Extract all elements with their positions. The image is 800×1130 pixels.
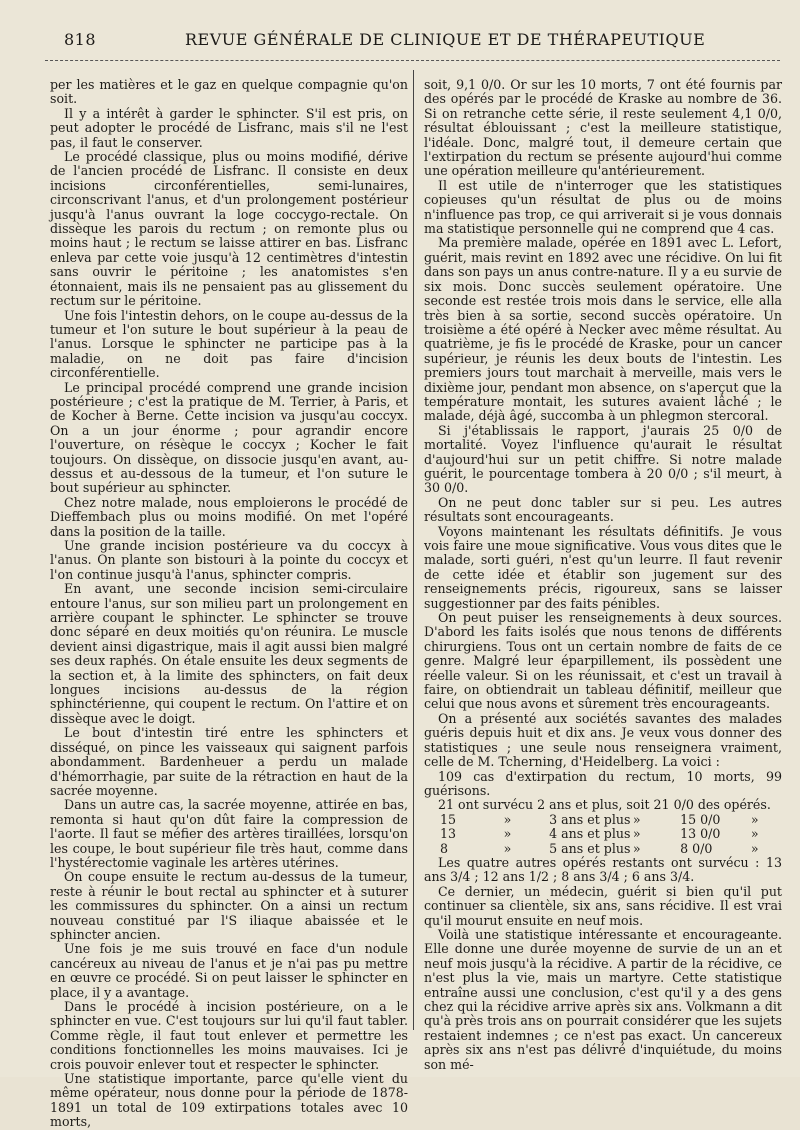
stats-percent: 8 0/0	[680, 840, 713, 856]
stats-percent: 13 0/0	[680, 826, 721, 842]
paragraph: Les quatre autres opérés restants ont survécu : 13 ans 3/4 ; 12 ans 1/2 ; 8 ans 3/4 ; 6 ans 3/4.	[424, 854, 782, 885]
paragraph: 109 cas d'extirpation du rectum, 10 morts, 99 guérisons.	[424, 768, 782, 798]
ditto-mark: »	[632, 811, 641, 827]
stats-count: 13	[440, 826, 457, 842]
paragraph: Il est utile de n'interroger que les statistiques copieuses qu'un résultat de plus ou de moins n'influence pas trop, ce qui arriverait si je vous donnais ma statistique personnelle qui ne comprend que 4 cas.	[424, 177, 782, 237]
column-divider	[413, 70, 414, 1030]
paragraph: Voilà une statistique intéressante et encourageante. Elle donne une durée moyenne de survie de un an et neuf mois jusqu'à la récidive. A partir de la récidive, ce n'est plus la vie, mais un martyre. Cette statistique entraîne aussi une conclusion, c'est qu'il y a des gens chez qui la récidive arrive après six ans. Volkmann a dit qu'à près trois ans on pourrait considérer que les sujets restaient indemnes ; ce n'est pas exact. Un cancereux après six ans n'est pas délivré d'inquiétude, du moins son mé-	[424, 926, 782, 1072]
paragraph: Si j'établissais le rapport, j'aurais 25 0/0 de mortalité. Voyez l'influence qu'aurait le résultat d'aujourd'hui sur un petit chiffre. Si notre malade guérit, le pourcentage tombera à 20 0/0 ; s'il meurt, à 30 0/0.	[424, 422, 782, 496]
right-column	[424, 78, 782, 1072]
paragraph: En avant, une seconde incision semi-circulaire entoure l'anus, sur son milieu part un prolongement en arrière coupant le sphincter. Le sphincter se trouve donc séparé en deux moitiés qu'on réunira. Le muscle devient ainsi digastrique, mais il agit aussi bien malgré ses deux raphés. On étale ensuite les deux segments de la section et, à la limite des sphincters, on fait deux longues incisions au-dessus de la région sphinctérienne, qui coupent le rectum. On l'attire et on dissèque avec le doigt.	[50, 581, 408, 726]
ditto-mark: »	[503, 840, 512, 856]
ditto-mark: »	[503, 811, 512, 827]
running-title: REVUE GÉNÉRALE DE CLINIQUE ET DE THÉRAPEUTIQUE	[185, 30, 706, 49]
ditto-mark: »	[750, 826, 759, 842]
stats-row	[424, 813, 782, 827]
paragraph: Il y a intérêt à garder le sphincter. S'il est pris, on peut adopter le procédé de Lisfranc, mais s'il ne l'est pas, il faut le conserver.	[50, 105, 408, 150]
paragraph: Une fois je me suis trouvé en face d'un nodule cancéreux au niveau de l'anus et je n'ai pas pu mettre en œuvre ce procédé. Si on peut laisser le sphincter en place, il y a avantage.	[50, 941, 408, 1000]
paragraph: Ce dernier, un médecin, guérit si bien qu'il put continuer sa clientèle, six ans, sans récidive. Il est vrai qu'il mourut ensuite en neuf mois.	[424, 883, 782, 928]
paragraph: Le bout d'intestin tiré entre les sphincters et disséqué, on pince les vaisseaux qui saignent parfois abondamment. Bardenheuer a perdu un malade d'hémorrhagie, par suite de la rétraction en haut de la sacrée moyenne.	[50, 725, 408, 798]
left-column	[50, 78, 408, 1130]
paragraph: 21 ont survécu 2 ans et plus, soit 21 0/0 des opérés.	[438, 797, 771, 813]
paragraph: On coupe ensuite le rectum au-dessus de la tumeur, reste à réunir le bout rectal au sphincter et à suturer les commissures du sphincter. On a ainsi un rectum nouveau constitué par l'S iliaque abaissée et le sphincter ancien.	[50, 869, 408, 942]
stats-duration: 5 ans et plus	[549, 840, 631, 856]
paragraph: Dans un autre cas, la sacrée moyenne, attirée en bas, remonta si haut qu'on dût faire la compression de l'aorte. Il faut se méfier des artères tiraillées, lorsqu'on les coupe, le bout supérieur file très haut, comme dans l'hystérectomie vaginale les artères utérines.	[50, 797, 408, 870]
stats-count: 15	[440, 811, 457, 827]
paragraph: Dans le procédé à incision postérieure, on a le sphincter en vue. C'est toujours sur lui qu'il faut tabler. Comme règle, il faut tout enlever et permettre les conditions fonctionnelles les moins mauvaises. Ici je crois pouvoir enlever tout et respecter le sphincter.	[50, 999, 408, 1072]
paragraph: per les matières et le gaz en quelque compagnie qu'on soit.	[50, 77, 408, 107]
ditto-mark: »	[632, 840, 641, 856]
stats-count: 8	[440, 840, 449, 856]
stats-duration: 4 ans et plus	[549, 826, 631, 842]
ditto-mark: »	[503, 826, 512, 842]
paragraph: Le principal procédé comprend une grande incision postérieure ; c'est la pratique de M. Terrier, à Paris, et de Kocher à Berne. Cette incision va jusqu'au coccyx. On a un jour énorme ; pour agrandir encore l'ouverture, on résèque le coccyx ; Kocher le fait toujours. On dissèque, on dissocie jusqu'en avant, au-dessus et au-dessous de la tumeur, et l'on suture le bout supérieur au sphincter.	[50, 379, 408, 496]
page-header	[50, 30, 770, 52]
paragraph: On ne peut donc tabler sur si peu. Les autres résultats sont encourageants.	[424, 494, 782, 525]
paragraph: Une fois l'intestin dehors, on le coupe au-dessus de la tumeur et l'on suture le bout supérieur à la peau de l'anus. Lorsque le sphincter ne participe pas à la maladie, on ne doit pas faire d'incision circonférentielle.	[50, 307, 408, 381]
stats-duration: 3 ans et plus	[549, 811, 631, 827]
paragraph: On a présenté aux sociétés savantes des malades guéris depuis huit et dix ans. Je veux vous donner des statistiques ; une seule nous renseignera vraiment, celle de M. Tcherning, d'Heidelberg. La voici :	[424, 710, 782, 770]
ditto-mark: »	[750, 811, 759, 827]
stats-percent: 15 0/0	[680, 811, 721, 827]
paragraph: Chez notre malade, nous emploierons le procédé de Dieffembach plus ou moins modifié. On met l'opéré dans la position de la taille.	[50, 494, 408, 539]
paragraph: soit, 9,1 0/0. Or sur les 10 morts, 7 ont été fournis par des opérés par le procédé de Kraske au nombre de 36. Si on retranche cette série, il reste seulement 4,1 0/0, résultat éblouissant ; c'est la meilleure statistique, l'idéale. Donc, malgré tout, il demeure certain que l'extirpation du rectum se présente aujourd'hui comme une opération meilleure qu'antérieurement.	[424, 77, 782, 179]
header-rule	[45, 60, 780, 61]
stats-row	[424, 842, 782, 856]
paragraph: On peut puiser les renseignements à deux sources. D'abord les faits isolés que nous tenons de différents chirurgiens. Tous ont un certain nombre de faits de ce genre. Malgré leur éparpillement, ils possèdent une réelle valeur. Si on les réunissait, et c'est un travail à faire, on obtiendrait un tableau définitif, meilleur que celui que nous avons et sûrement très encourageants.	[424, 610, 782, 712]
paragraph: Le procédé classique, plus ou moins modifié, dérive de l'ancien procédé de Lisfranc. Il consiste en deux incisions circonférentielles, semi-lunaires, circonscrivant l'anus, et d'un prolongement postérieur jusqu'à l'anus ouvrant la loge coccygo-rectale. On dissèque les parois du rectum ; on remonte plus ou moins haut ; le rectum se laisse attirer en bas. Lisfranc enleva par cette voie jusqu'à 12 centimètres d'intestin sans ouvrir le péritoine ; les anatomistes s'en étonnaient, mais ils ne pensaient pas au glissement du rectum sur le péritoine.	[50, 149, 408, 309]
ditto-mark: »	[750, 840, 759, 856]
paragraph: Ma première malade, opérée en 1891 avec L. Lefort, guérit, mais revint en 1892 avec une récidive. On lui fit dans son pays un anus contre-nature. Il y a eu survie de six mois. Donc succès seulement opératoire. Une seconde est restée trois mois dans le service, elle alla très bien à sa sortie, second succès opératoire. Un troisième a été opéré à Necker avec même résultat. Au quatrième, je fis le procédé de Kraske, pour un cancer supérieur, je réunis les deux bouts de l'intestin. Les premiers jours tout marchait à merveille, mais vers le dixième jour, pendant mon absence, on s'aperçut que la température montait, les sutures avaient lâché ; le malade, déjà âgé, succomba à un phlegmon stercoral.	[424, 235, 782, 424]
page-number: 818	[64, 30, 97, 49]
stats-row	[424, 827, 782, 841]
survival-stats	[424, 813, 782, 856]
paragraph: Une statistique importante, parce qu'elle vient du même opérateur, nous donne pour la période de 1878-1891 un total de 109 extirpations totales avec 10 morts,	[50, 1071, 408, 1130]
paragraph: Voyons maintenant les résultats définitifs. Je vous vois faire une moue significative. Vous vous dites que le malade, sorti guéri, n'est qu'un leurre. Il faut revenir de cette idée et établir son jugement sur des renseignements précis, rigoureux, sans se laisser suggestionner par des faits pénibles.	[424, 523, 782, 611]
paragraph: Une grande incision postérieure va du coccyx à l'anus. On plante son bistouri à la pointe du coccyx et l'on continue jusqu'à l'anus, sphincter compris.	[50, 538, 408, 582]
ditto-mark: »	[632, 826, 641, 842]
